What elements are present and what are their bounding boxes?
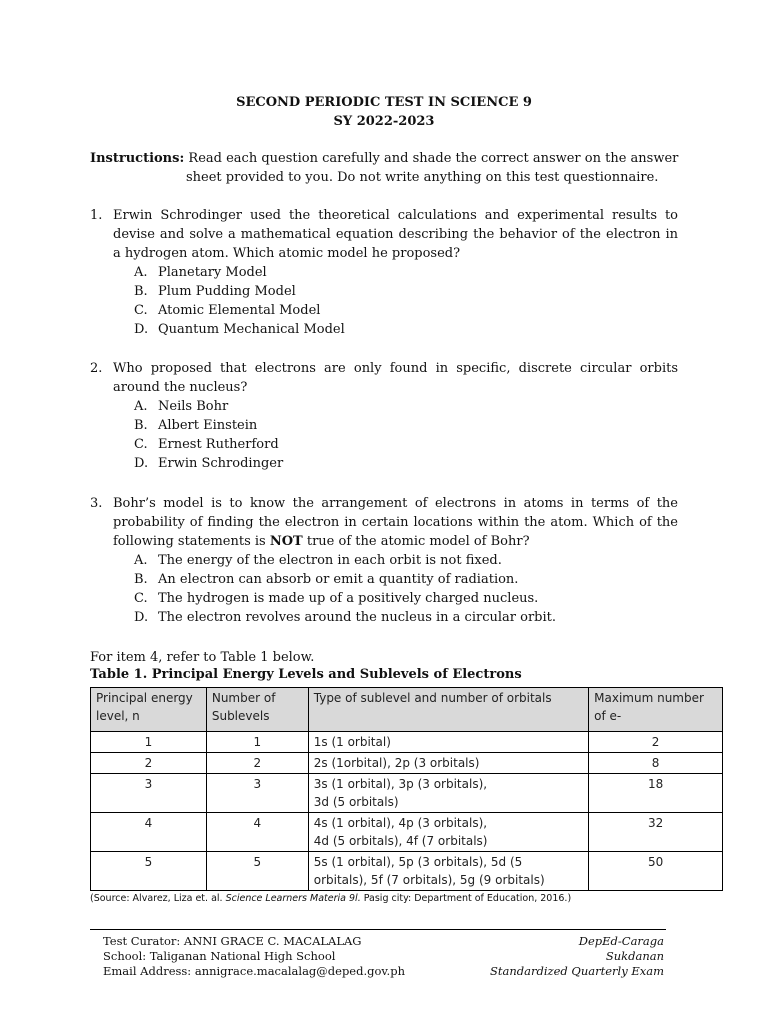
header-sublevel-types: Type of sublevel and number of orbitals [308, 688, 588, 732]
table-caption: Table 1. Principal Energy Levels and Sublevels of Electrons [90, 667, 522, 682]
choice-a: A. Neils Bohr [134, 399, 229, 414]
table-row [91, 732, 723, 753]
table-row [91, 852, 723, 891]
footer-exam: Standardized Quarterly Exam [490, 964, 664, 978]
table-row [91, 753, 723, 774]
cell-max: 18 [589, 774, 723, 813]
footer-email: Email Address: annigrace.macalalag@deped.gov.ph [103, 964, 405, 978]
footer-school: School: Taliganan National High School [103, 949, 336, 963]
cell-types: 4s (1 orbital), 4p (3 orbitals), 4d (5 orbitals), 4f (7 orbitals) [308, 813, 588, 852]
refer-note: For item 4, refer to Table 1 below. [90, 650, 315, 665]
instructions-line1: Read each question carefully and shade the correct answer on the answer [188, 151, 679, 166]
choice-b: B. Albert Einstein [134, 418, 258, 433]
footer-divider [90, 929, 666, 930]
footer-curator-info [103, 934, 405, 979]
instructions [90, 149, 680, 187]
cell-max: 2 [589, 732, 723, 753]
header-sublevel-count: Number of Sublevels [206, 688, 308, 732]
footer-place: Sukdanan [605, 949, 664, 963]
cell-sublevels: 2 [206, 753, 308, 774]
choice-b: B. Plum Pudding Model [134, 284, 296, 299]
question-stem: Who proposed that electrons are only found in specific, discrete circular orbits around the nucleus? [113, 361, 678, 395]
school-year: SY 2022-2023 [333, 114, 435, 129]
choice-d: D. The electron revolves around the nucleus in a circular orbit. [134, 610, 556, 625]
table-header-row [91, 688, 723, 732]
cell-sublevels: 1 [206, 732, 308, 753]
choice-a: A. Planetary Model [134, 265, 267, 280]
question-number: 2. [90, 361, 103, 376]
cell-n: 3 [91, 774, 207, 813]
choice-c: C. The hydrogen is made up of a positively charged nucleus. [134, 591, 539, 606]
cell-max: 50 [589, 852, 723, 891]
choice-d: D. Erwin Schrodinger [134, 456, 284, 471]
test-title: SECOND PERIODIC TEST IN SCIENCE 9 [236, 95, 532, 110]
table-source: (Source: Alvarez, Liza et. al. Science Learners Materia 9l. Pasig city: Department of Education, 2016.) [90, 893, 572, 904]
choice-b: B. An electron can absorb or emit a quantity of radiation. [134, 572, 519, 587]
choice-list [90, 551, 678, 627]
cell-max: 32 [589, 813, 723, 852]
cell-types: 1s (1 orbital) [308, 732, 588, 753]
instructions-label: Instructions: [90, 151, 185, 166]
question-number: 3. [90, 496, 103, 511]
cell-types: 5s (1 orbital), 5p (3 orbitals), 5d (5 orbitals), 5f (7 orbitals), 5g (9 orbitals) [308, 852, 588, 891]
cell-sublevels: 3 [206, 774, 308, 813]
choice-d: D. Quantum Mechanical Model [134, 322, 345, 337]
footer-exam-info [490, 934, 664, 979]
cell-n: 4 [91, 813, 207, 852]
question-2 [90, 359, 678, 473]
question-3 [90, 494, 678, 627]
footer-org: DepEd-Caraga [578, 934, 664, 948]
footer-curator: Test Curator: ANNI GRACE C. MACALALAG [103, 934, 362, 948]
question-stem: Erwin Schrodinger used the theoretical calculations and experimental results to devise and solve a mathematical equation describing the behavior of the electron in a hydrogen atom. Which atomic model he proposed? [113, 208, 678, 261]
energy-levels-table [90, 687, 723, 891]
cell-types: 2s (1orbital), 2p (3 orbitals) [308, 753, 588, 774]
choice-a: A. The energy of the electron in each orbit is not fixed. [134, 553, 502, 568]
cell-n: 5 [91, 852, 207, 891]
choice-c: C. Ernest Rutherford [134, 437, 279, 452]
cell-types: 3s (1 orbital), 3p (3 orbitals), 3d (5 orbitals) [308, 774, 588, 813]
cell-n: 1 [91, 732, 207, 753]
table-row [91, 813, 723, 852]
choice-list [90, 263, 678, 339]
choice-list [90, 397, 678, 473]
cell-sublevels: 5 [206, 852, 308, 891]
table-row [91, 774, 723, 813]
header-principal-level: Principal energy level, n [91, 688, 207, 732]
cell-max: 8 [589, 753, 723, 774]
question-number: 1. [90, 208, 103, 223]
question-1 [90, 206, 678, 339]
cell-n: 2 [91, 753, 207, 774]
question-stem: Bohr’s model is to know the arrangement of electrons in atoms in terms of the probability of finding the electron in certain locations within the atom. Which of the following statements is NOT true of the atomic model of Bohr? [113, 496, 678, 549]
choice-c: C. Atomic Elemental Model [134, 303, 321, 318]
emphasis-not: NOT [269, 534, 303, 549]
instructions-line2: sheet provided to you. Do not write anything on this test questionnaire. [186, 170, 659, 185]
cell-sublevels: 4 [206, 813, 308, 852]
header-max-electrons: Maximum number of e- [589, 688, 723, 732]
